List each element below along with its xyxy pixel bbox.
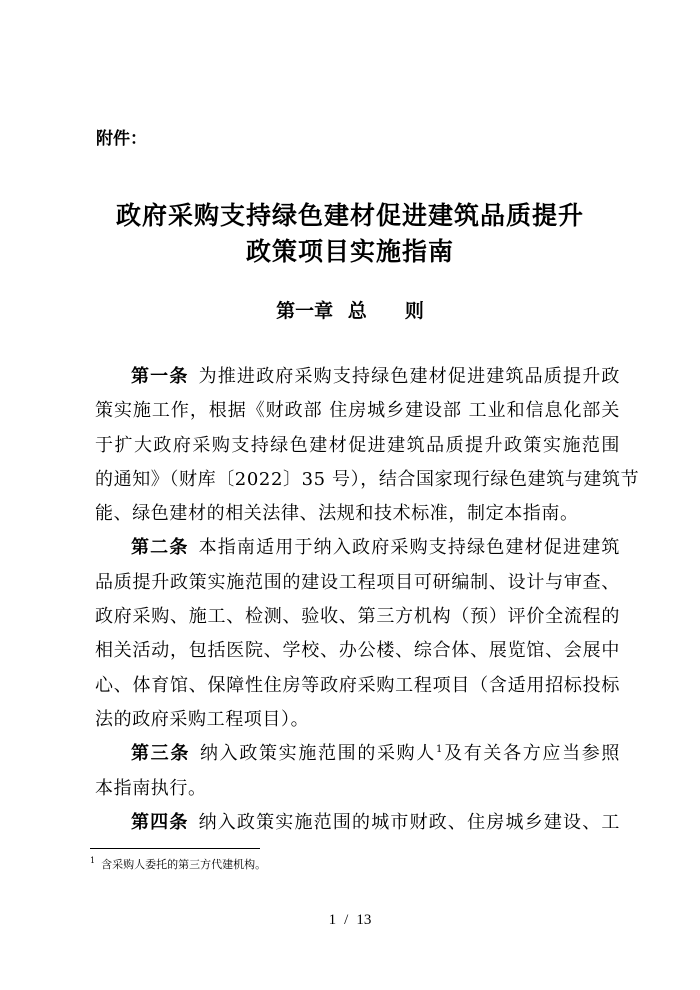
footnote-divider xyxy=(90,848,260,849)
article-3-line-2: 本指南执行。 xyxy=(95,777,207,799)
footnote-reference[interactable]: 1 xyxy=(436,744,443,756)
attachment-label: 附件： xyxy=(96,129,147,149)
page-number xyxy=(0,912,700,929)
document-title-line-2: 政策项目实施指南 xyxy=(245,237,454,266)
article-3-label: 第三条 xyxy=(131,743,191,765)
article-2-line-2: 品质提升政策实施范围的建设工程项目可研编制、设计与审查、 xyxy=(95,571,620,593)
article-3-text-1a: 纳入政策实施范围的采购人 xyxy=(200,743,437,765)
page-total: 13 xyxy=(356,912,372,928)
document-body xyxy=(95,360,640,840)
article-3-text-1b: 及有关各方应当参照 xyxy=(443,743,621,765)
footnote-text: 含采购人委托的第三方代建机构。 xyxy=(101,858,267,871)
article-1-line-1 xyxy=(95,360,620,394)
chapter-title-second: 则 xyxy=(404,300,424,322)
article-3-line-1 xyxy=(95,737,620,771)
article-2-text-1: 本指南适用于纳入政府采购支持绿色建材促进建筑 xyxy=(198,537,620,559)
document-title-line-1: 政府采购支持绿色建材促进建筑品质提升 xyxy=(115,201,584,230)
chapter-prefix: 第一章 xyxy=(276,300,334,322)
article-4-label: 第四条 xyxy=(131,811,189,833)
chapter-title-first: 总 xyxy=(347,300,367,322)
article-2-line-4: 相关活动，包括医院、学校、办公楼、综合体、展览馆、会展中 xyxy=(95,640,620,662)
footnote xyxy=(90,856,266,872)
chapter-heading xyxy=(0,296,700,323)
footnote-mark: 1 xyxy=(90,856,96,866)
article-1-line-5: 能、绿色建材的相关法律、法规和技术标准，制定本指南。 xyxy=(95,503,579,525)
article-4-text-1: 纳入政策实施范围的城市财政、住房城乡建设、工 xyxy=(198,811,620,833)
article-2-line-1 xyxy=(95,531,620,565)
article-1-line-2: 策实施工作，根据《财政部 住房城乡建设部 工业和信息化部关 xyxy=(95,400,620,422)
article-1-line-3: 于扩大政府采购支持绿色建材促进建筑品质提升政策实施范围 xyxy=(95,434,620,456)
article-1-line-4: 的通知》（财库〔2022〕35 号），结合国家现行绿色建筑与建筑节 xyxy=(95,468,640,490)
page-separator: / xyxy=(344,912,349,928)
article-1-label: 第一条 xyxy=(131,366,189,387)
article-2-line-5: 心、体育馆、保障性住房等政府采购工程项目（含适用招标投标 xyxy=(95,674,620,696)
article-1-text-1: 为推进政府采购支持绿色建材促进建筑品质提升政 xyxy=(198,366,620,387)
article-4-line-1 xyxy=(95,806,620,840)
page-current: 1 xyxy=(328,912,337,928)
article-2-line-6: 法的政府采购工程项目）。 xyxy=(95,708,310,730)
article-2-line-3: 政府采购、施工、检测、验收、第三方机构（预）评价全流程的 xyxy=(95,606,620,628)
article-2-label: 第二条 xyxy=(131,537,189,559)
